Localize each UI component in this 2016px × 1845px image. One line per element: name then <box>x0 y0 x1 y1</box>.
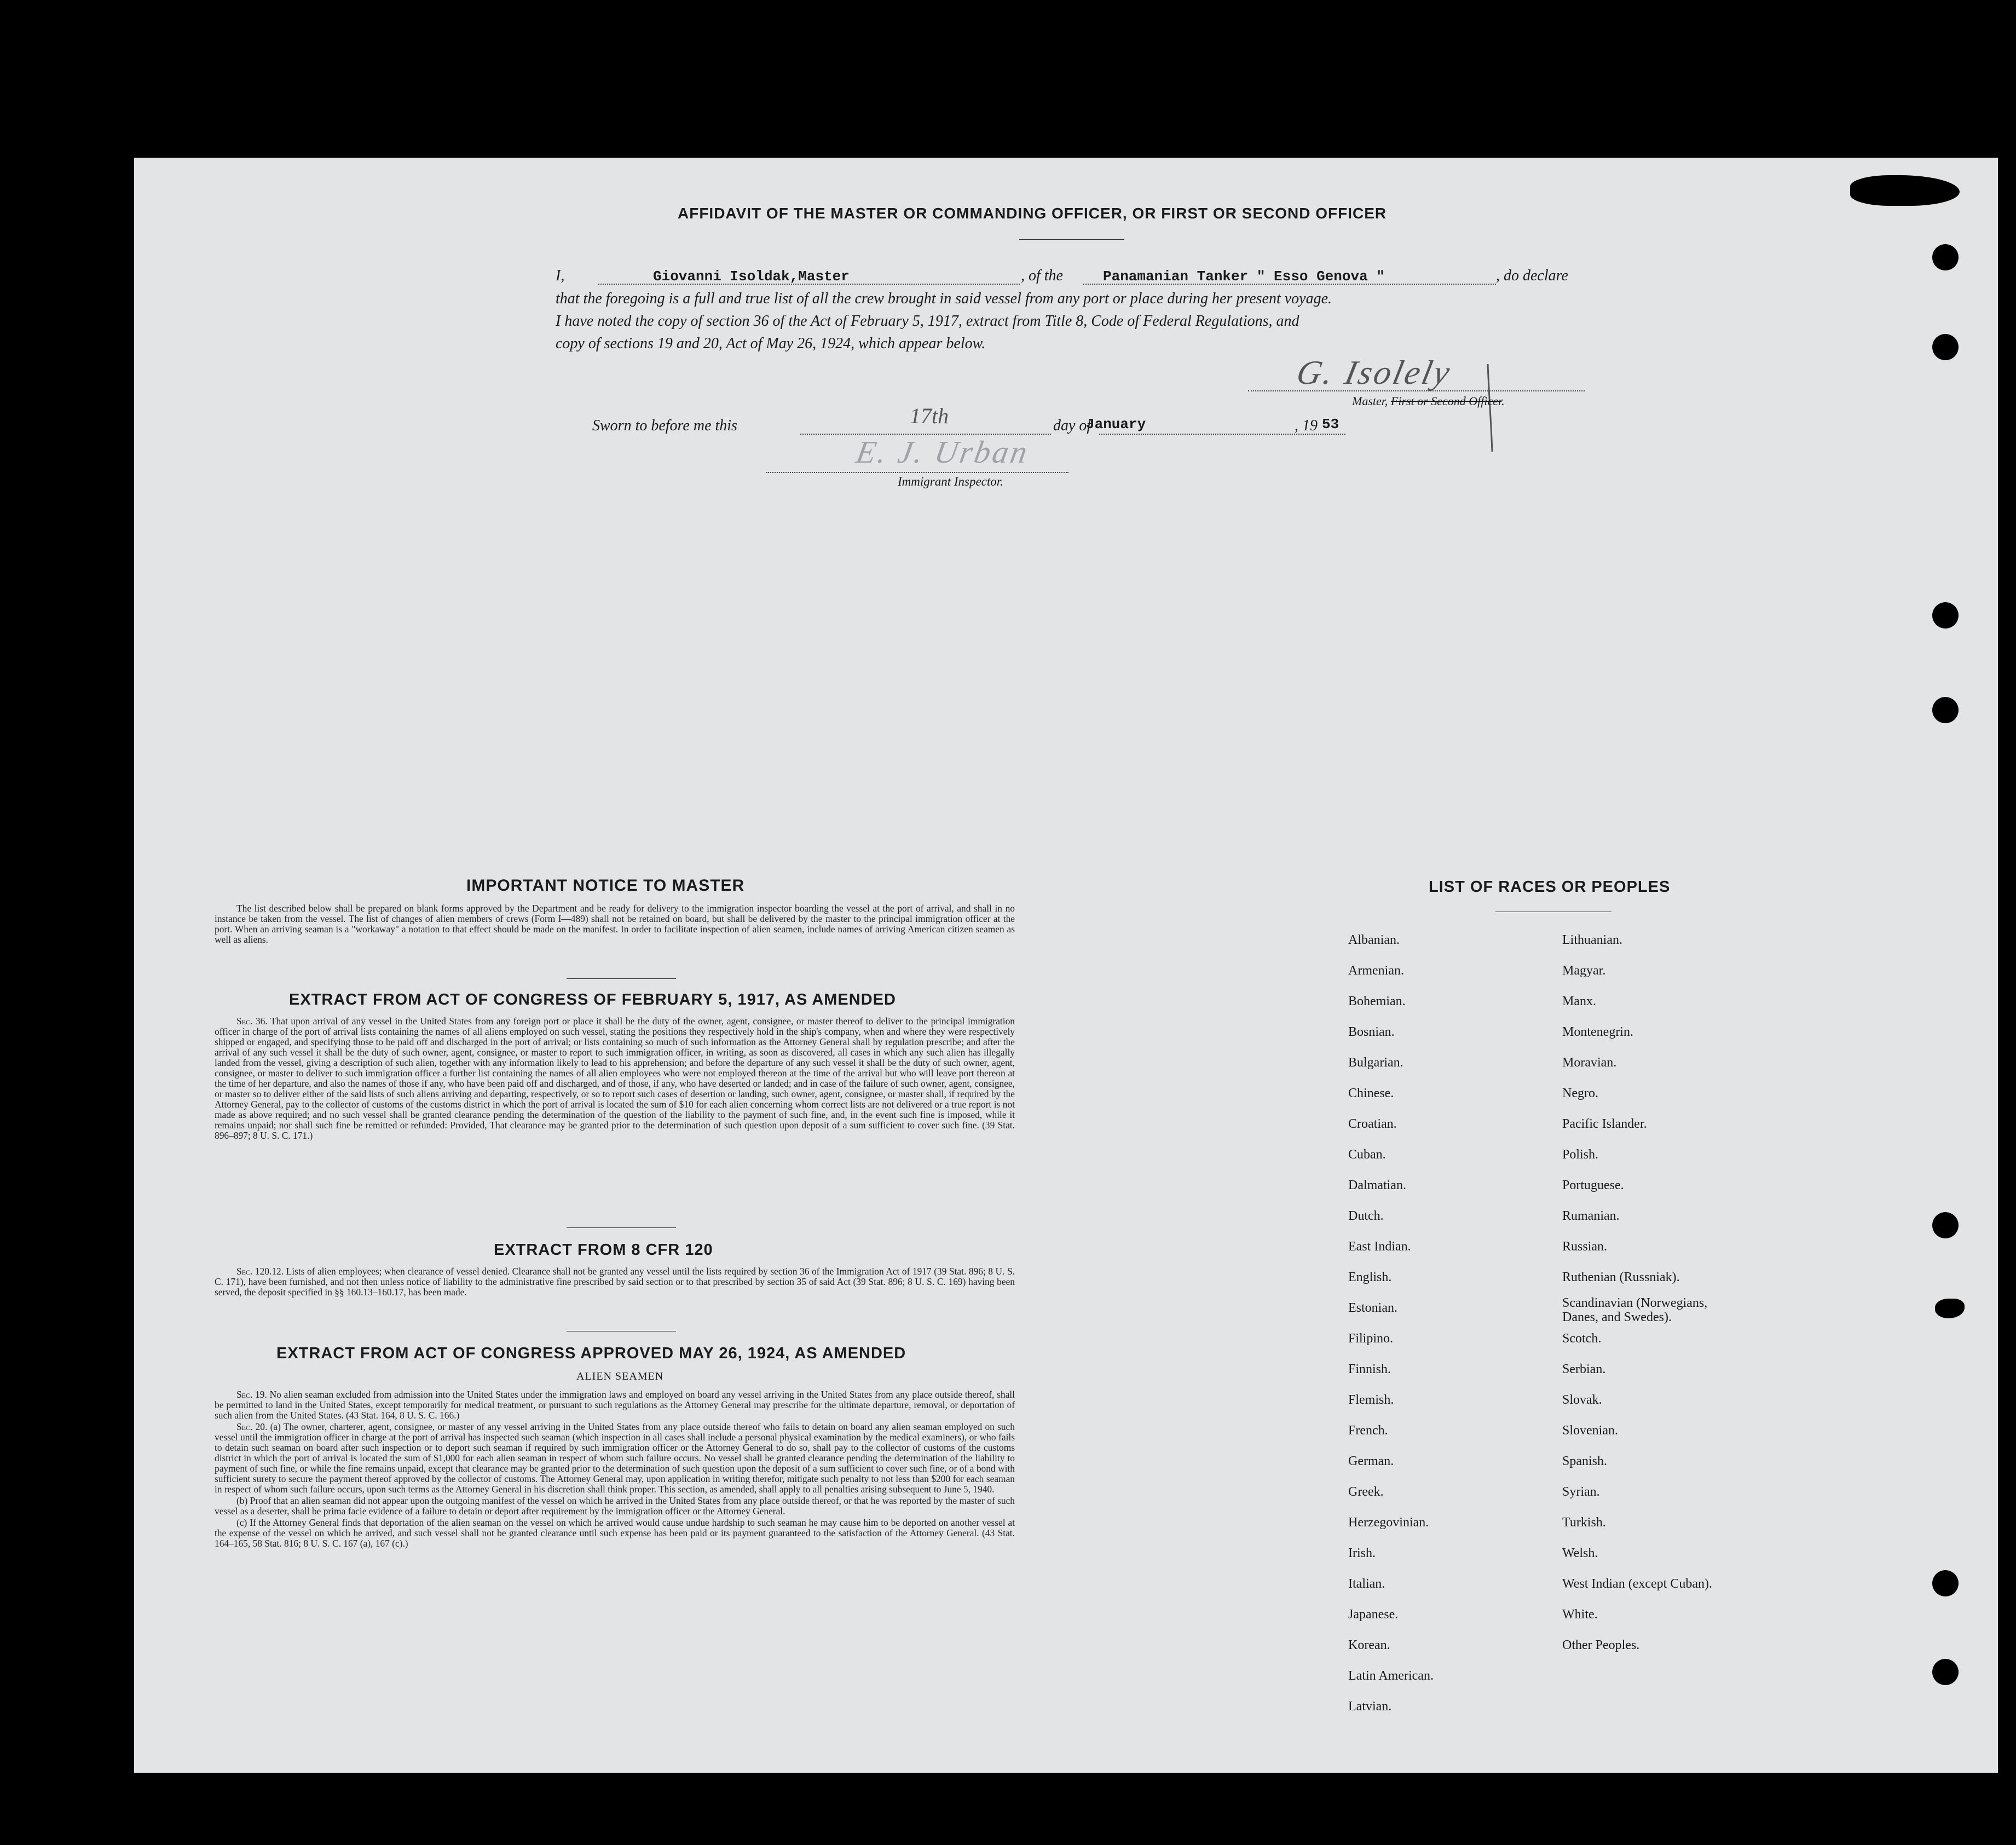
punch-hole <box>1932 602 1959 629</box>
race-item: Flemish. <box>1348 1393 1394 1407</box>
races-title: LIST OF RACES OR PEOPLES <box>1429 878 1671 896</box>
notice-text <box>215 903 1015 946</box>
extract-1917-text <box>215 1016 1015 1142</box>
extract-cfr-title: EXTRACT FROM 8 CFR 120 <box>494 1241 713 1259</box>
race-item: Welsh. <box>1562 1546 1598 1560</box>
sworn-label: Sworn to before me this <box>592 417 737 434</box>
race-item: Spanish. <box>1562 1454 1608 1468</box>
sec20-label: Sec. 20. <box>236 1421 268 1432</box>
divider <box>567 978 676 979</box>
race-item: Scotch. <box>1562 1331 1602 1346</box>
sec19-text: No alien seaman excluded from admission into the United States under the immigration laws and employed on board any vessel arriving in the United States from any place outside thereof, shall be permitted to land in the United States, except temporarily for medical treatment, or pursuant to such regulations as the Attorney General may prescribe for the ultimate departure, removal, or deportation of such alien from the United States. (43 Stat. 164, 8 U. S. C. 166.) <box>215 1389 1015 1421</box>
race-item: Korean. <box>1348 1638 1390 1652</box>
affidavit-title: AFFIDAVIT OF THE MASTER OR COMMANDING OFFICER, OR FIRST OR SECOND OFFICER <box>678 205 1387 222</box>
race-item: Other Peoples. <box>1562 1638 1640 1652</box>
signature-caption <box>1352 394 1505 408</box>
race-item: Lithuanian. <box>1562 933 1622 947</box>
do-declare-label: , do declare <box>1496 267 1568 284</box>
year-prefix: , 19 <box>1295 417 1318 434</box>
race-item: Slovak. <box>1562 1393 1602 1407</box>
extract-1917-title: EXTRACT FROM ACT OF CONGRESS OF FEBRUARY 5, 1917, AS AMENDED <box>289 991 896 1008</box>
race-item: Irish. <box>1348 1546 1376 1560</box>
race-item: German. <box>1348 1454 1394 1468</box>
sec120-paragraph <box>215 1266 1015 1298</box>
sec20a-text: (a) The owner, charterer, agent, consignee, or master of any vessel arriving in the United States from any place outside thereof who fails to detain on board any alien seaman employed on such vessel until the immigration officer in charge at the port of arrival has inspected such seaman (which inspection in all cases shall include a personal physical examination by the medical examiners), or who fails to detain such seaman on board after such inspection or to deport such seaman if required by such immigration officer or the Attorney General to do so, shall pay to the collector of customs of the customs district in which the port of arrival is located the sum of $1,000 for each alien seaman in respect of whom such failure occurs. No vessel shall be granted clearance pending the determination of the liability to payment of such fine, or while the fine remains unpaid, except that clearance may be granted prior to the determination of such question upon the deposit of a sum sufficient to cover such fine, or of a bond with sufficient surety to secure the payment thereof approved by the collector of customs. The Attorney General may, upon application in writing therefor, mitigate such penalty to not less than $200 for each seaman in respect of whom such failure occurs, upon such terms as the Attorney General in his discretion shall think proper. This section, as amended, shall apply to all penalties arising subsequent to June 5, 1940. <box>215 1421 1015 1495</box>
races-column-1 <box>1348 925 1545 1722</box>
master-signature: G. Isolely <box>1293 354 1455 391</box>
divider <box>567 1227 676 1228</box>
punch-hole <box>1932 697 1959 723</box>
punch-hole <box>1932 1212 1959 1238</box>
race-item: Croatian. <box>1348 1117 1397 1131</box>
caption-officer: First or Second Officer <box>1390 394 1502 408</box>
day-of-label: day of <box>1053 417 1091 434</box>
race-item: Herzegovinian. <box>1348 1515 1429 1530</box>
race-item: Manx. <box>1562 994 1596 1008</box>
race-item: English. <box>1348 1270 1392 1284</box>
alien-seamen-subtitle: ALIEN SEAMEN <box>576 1370 664 1382</box>
races-column-2 <box>1562 925 1814 1660</box>
caption-period: . <box>1501 394 1505 408</box>
race-item: Bosnian. <box>1348 1025 1395 1039</box>
race-item: West Indian (except Cuban). <box>1562 1577 1712 1591</box>
notice-paragraph: The list described below shall be prepared on blank forms approved by the Department and be ready for delivery to the immigration inspector boarding the vessel at the port of arrival, and shall in no instance be taken from the vessel. The list of changes of alien members of crews (Form I—489) shall not be retained on board, but shall be delivered by the master to the principal immigration officer at the port. When an arriving seaman is a "workaway" a notation to that effect should be made on the manifest. In order to facilitate inspection of alien seamen, include names of arriving American citizen seamen as well as aliens. <box>215 903 1015 945</box>
race-item: Scandinavian (Norwegians, Danes, and Swedes). <box>1562 1296 1708 1324</box>
race-item: Bohemian. <box>1348 994 1406 1008</box>
race-item: White. <box>1562 1607 1598 1622</box>
inspector-line <box>766 472 1068 473</box>
race-item: Finnish. <box>1348 1362 1391 1376</box>
sec36-paragraph <box>215 1016 1015 1141</box>
inspector-caption: Immigrant Inspector. <box>898 475 1003 488</box>
race-item: Cuban. <box>1348 1148 1386 1162</box>
race-item: Serbian. <box>1562 1362 1606 1376</box>
sec19-label: Sec. 19. <box>236 1389 267 1400</box>
sec36-text: That upon arrival of any vessel in the United States from any foreign port or place it shall be the duty of the owner, agent, consignee, or master thereof to deliver to the principal immigration officer in charge of the port of arrival lists containing the names of all aliens employed on such vessel, stating the positions they respectively hold in the ship's company, when and where they were respectively shipped or engaged, and specifying those to be paid off and discharged in the port of arrival; or lists containing so much of such information as the Attorney General shall by regulation prescribe; and after the arrival of any such vessel it shall be the duty of such owner, agent, consignee, or master to report to such immigration officer, in writing, as soon as discovered, all cases in which any such alien has illegally landed from the vessel, giving a description of such alien, together with any information likely to lead to his apprehension; and before the departure of any such vessel it shall be the duty of such owner, agent, consignee, or master to deliver to such immigration officer a further list containing the names of all alien employees who were not employed thereon at the time of the arrival but who will leave port thereon at the time of her departure, and also the names of those if any, who have been paid off and discharged, and of those, if any, who have deserted or landed; and in case of the failure of such owner, agent, consignee, or master so to deliver either of the said lists of such aliens arriving and departing, respectively, or so to report such cases of desertion or landing, such owner, agent, consignee, or master shall, if required by the Attorney General, pay to the collector of customs of the customs district in which the port of arrival is located the sum of $10 for each alien concerning whom correct lists are not delivered or a true report is not made as above required; and no such vessel shall be granted clearance pending the determination of the question of the liability to the payment of such fine, and, in the event such fine is imposed, while it remains unpaid; nor shall such fine be remitted or refunded: Provided, That clearance may be granted prior to the determination of such question upon deposit of a sum sufficient to cover such fine. (39 Stat. 896–897; 8 U. S. C. 171.) <box>215 1016 1015 1141</box>
race-item: Greek. <box>1348 1485 1384 1499</box>
divider <box>1019 239 1124 240</box>
race-item: Italian. <box>1348 1577 1385 1591</box>
race-item: Latin American. <box>1348 1669 1434 1683</box>
notice-title: IMPORTANT NOTICE TO MASTER <box>466 877 745 895</box>
sec20b-paragraph: (b) Proof that an alien seaman did not appear upon the outgoing manifest of the vessel on which he arrived in the United States from any place outside thereof, or that he was reported by the master of such vessel as a deserter, shall be prima facie evidence of a failure to detain or deport after requirement by the immigration officer or the Attorney General. <box>215 1495 1015 1517</box>
race-item: Albanian. <box>1348 933 1400 947</box>
race-item: Polish. <box>1562 1148 1599 1162</box>
race-item: Pacific Islander. <box>1562 1117 1647 1131</box>
sec120-label: Sec. 120.12. <box>236 1266 284 1277</box>
race-item: Chinese. <box>1348 1086 1394 1100</box>
race-item: Estonian. <box>1348 1301 1397 1315</box>
sec120-text: Lists of alien employees; when clearance of vessel denied. Clearance shall not be granted any vessel until the lists required by section 36 of the Immigration Act of 1917 (39 Stat. 896; 8 U. S. C. 171), have been furnished, and not then unless notice of liability to the administrative fine prescribed by said section or to that prescribed by section 35 of said Act (39 Stat. 896; 8 U. S. C. 169) having been served, the deposit specified in §§ 160.13–160.17, has been made. <box>215 1266 1015 1298</box>
sec19-paragraph <box>215 1389 1015 1421</box>
race-item: Armenian. <box>1348 964 1404 978</box>
inspector-signature: E. J. Urban <box>853 434 1032 470</box>
race-item: Montenegrin. <box>1562 1025 1633 1039</box>
punch-hole <box>1932 334 1959 360</box>
punch-hole <box>1932 1570 1959 1596</box>
race-item: Dutch. <box>1348 1209 1384 1223</box>
sworn-year: 53 <box>1322 416 1339 433</box>
sec20c-paragraph: (c) If the Attorney General finds that deportation of the alien seaman on the vessel on which he arrived would cause undue hardship to such seaman he may cause him to be deported on another vessel at the expense of the vessel on which he arrived, and such vessel shall not be granted clearance until such expense has been paid or its payment guaranteed to the satisfaction of the Attorney General. (43 Stat. 164–165, 58 Stat. 816; 8 U. S. C. 167 (a), 167 (c).) <box>215 1517 1015 1549</box>
vessel-name: Panamanian Tanker " Esso Genova " <box>1103 268 1385 285</box>
extract-cfr-text <box>215 1266 1015 1299</box>
race-item: Japanese. <box>1348 1607 1399 1622</box>
affidavit-line3: I have noted the copy of section 36 of the Act of February 5, 1917, extract from Title 8, Code of Federal Regulations, and <box>556 313 1299 330</box>
punch-hole <box>1932 244 1959 270</box>
race-item: Dalmatian. <box>1348 1178 1406 1192</box>
race-item: Latvian. <box>1348 1699 1392 1714</box>
affidavit-line2: that the foregoing is a full and true list of all the crew brought in said vessel from any port or place during her present voyage. <box>556 290 1332 307</box>
race-item: Syrian. <box>1562 1485 1600 1499</box>
race-item: Negro. <box>1562 1086 1598 1100</box>
race-item: Turkish. <box>1562 1515 1606 1530</box>
race-item: French. <box>1348 1423 1388 1438</box>
race-item: Russian. <box>1562 1239 1608 1254</box>
sec20a-paragraph <box>215 1422 1015 1495</box>
sworn-day: 17th <box>910 403 949 428</box>
signature-line <box>1248 390 1585 391</box>
race-item: East Indian. <box>1348 1239 1411 1254</box>
race-item: Portuguese. <box>1562 1178 1624 1192</box>
race-item: Moravian. <box>1562 1056 1617 1070</box>
race-item: Ruthenian (Russniak). <box>1562 1270 1680 1284</box>
caption-master: Master, <box>1352 394 1391 408</box>
of-the-label: , of the <box>1021 267 1063 284</box>
race-item: Magyar. <box>1562 964 1606 978</box>
i-label: I, <box>556 267 565 284</box>
extract-1924-text <box>215 1389 1015 1550</box>
affidavit-line4: copy of sections 19 and 20, Act of May 26, 1924, which appear below. <box>556 335 986 352</box>
race-item: Filipino. <box>1348 1331 1394 1346</box>
sec36-label: Sec. 36. <box>236 1016 268 1027</box>
race-item: Rumanian. <box>1562 1209 1620 1223</box>
race-item: Bulgarian. <box>1348 1056 1403 1070</box>
extract-1924-title: EXTRACT FROM ACT OF CONGRESS APPROVED MAY 26, 1924, AS AMENDED <box>276 1345 906 1362</box>
sworn-month: January <box>1086 416 1146 433</box>
race-item: Slovenian. <box>1562 1423 1618 1438</box>
punch-hole <box>1932 1659 1959 1685</box>
affidavit-line1 <box>556 267 1590 289</box>
master-name: Giovanni Isoldak,Master <box>653 268 850 285</box>
